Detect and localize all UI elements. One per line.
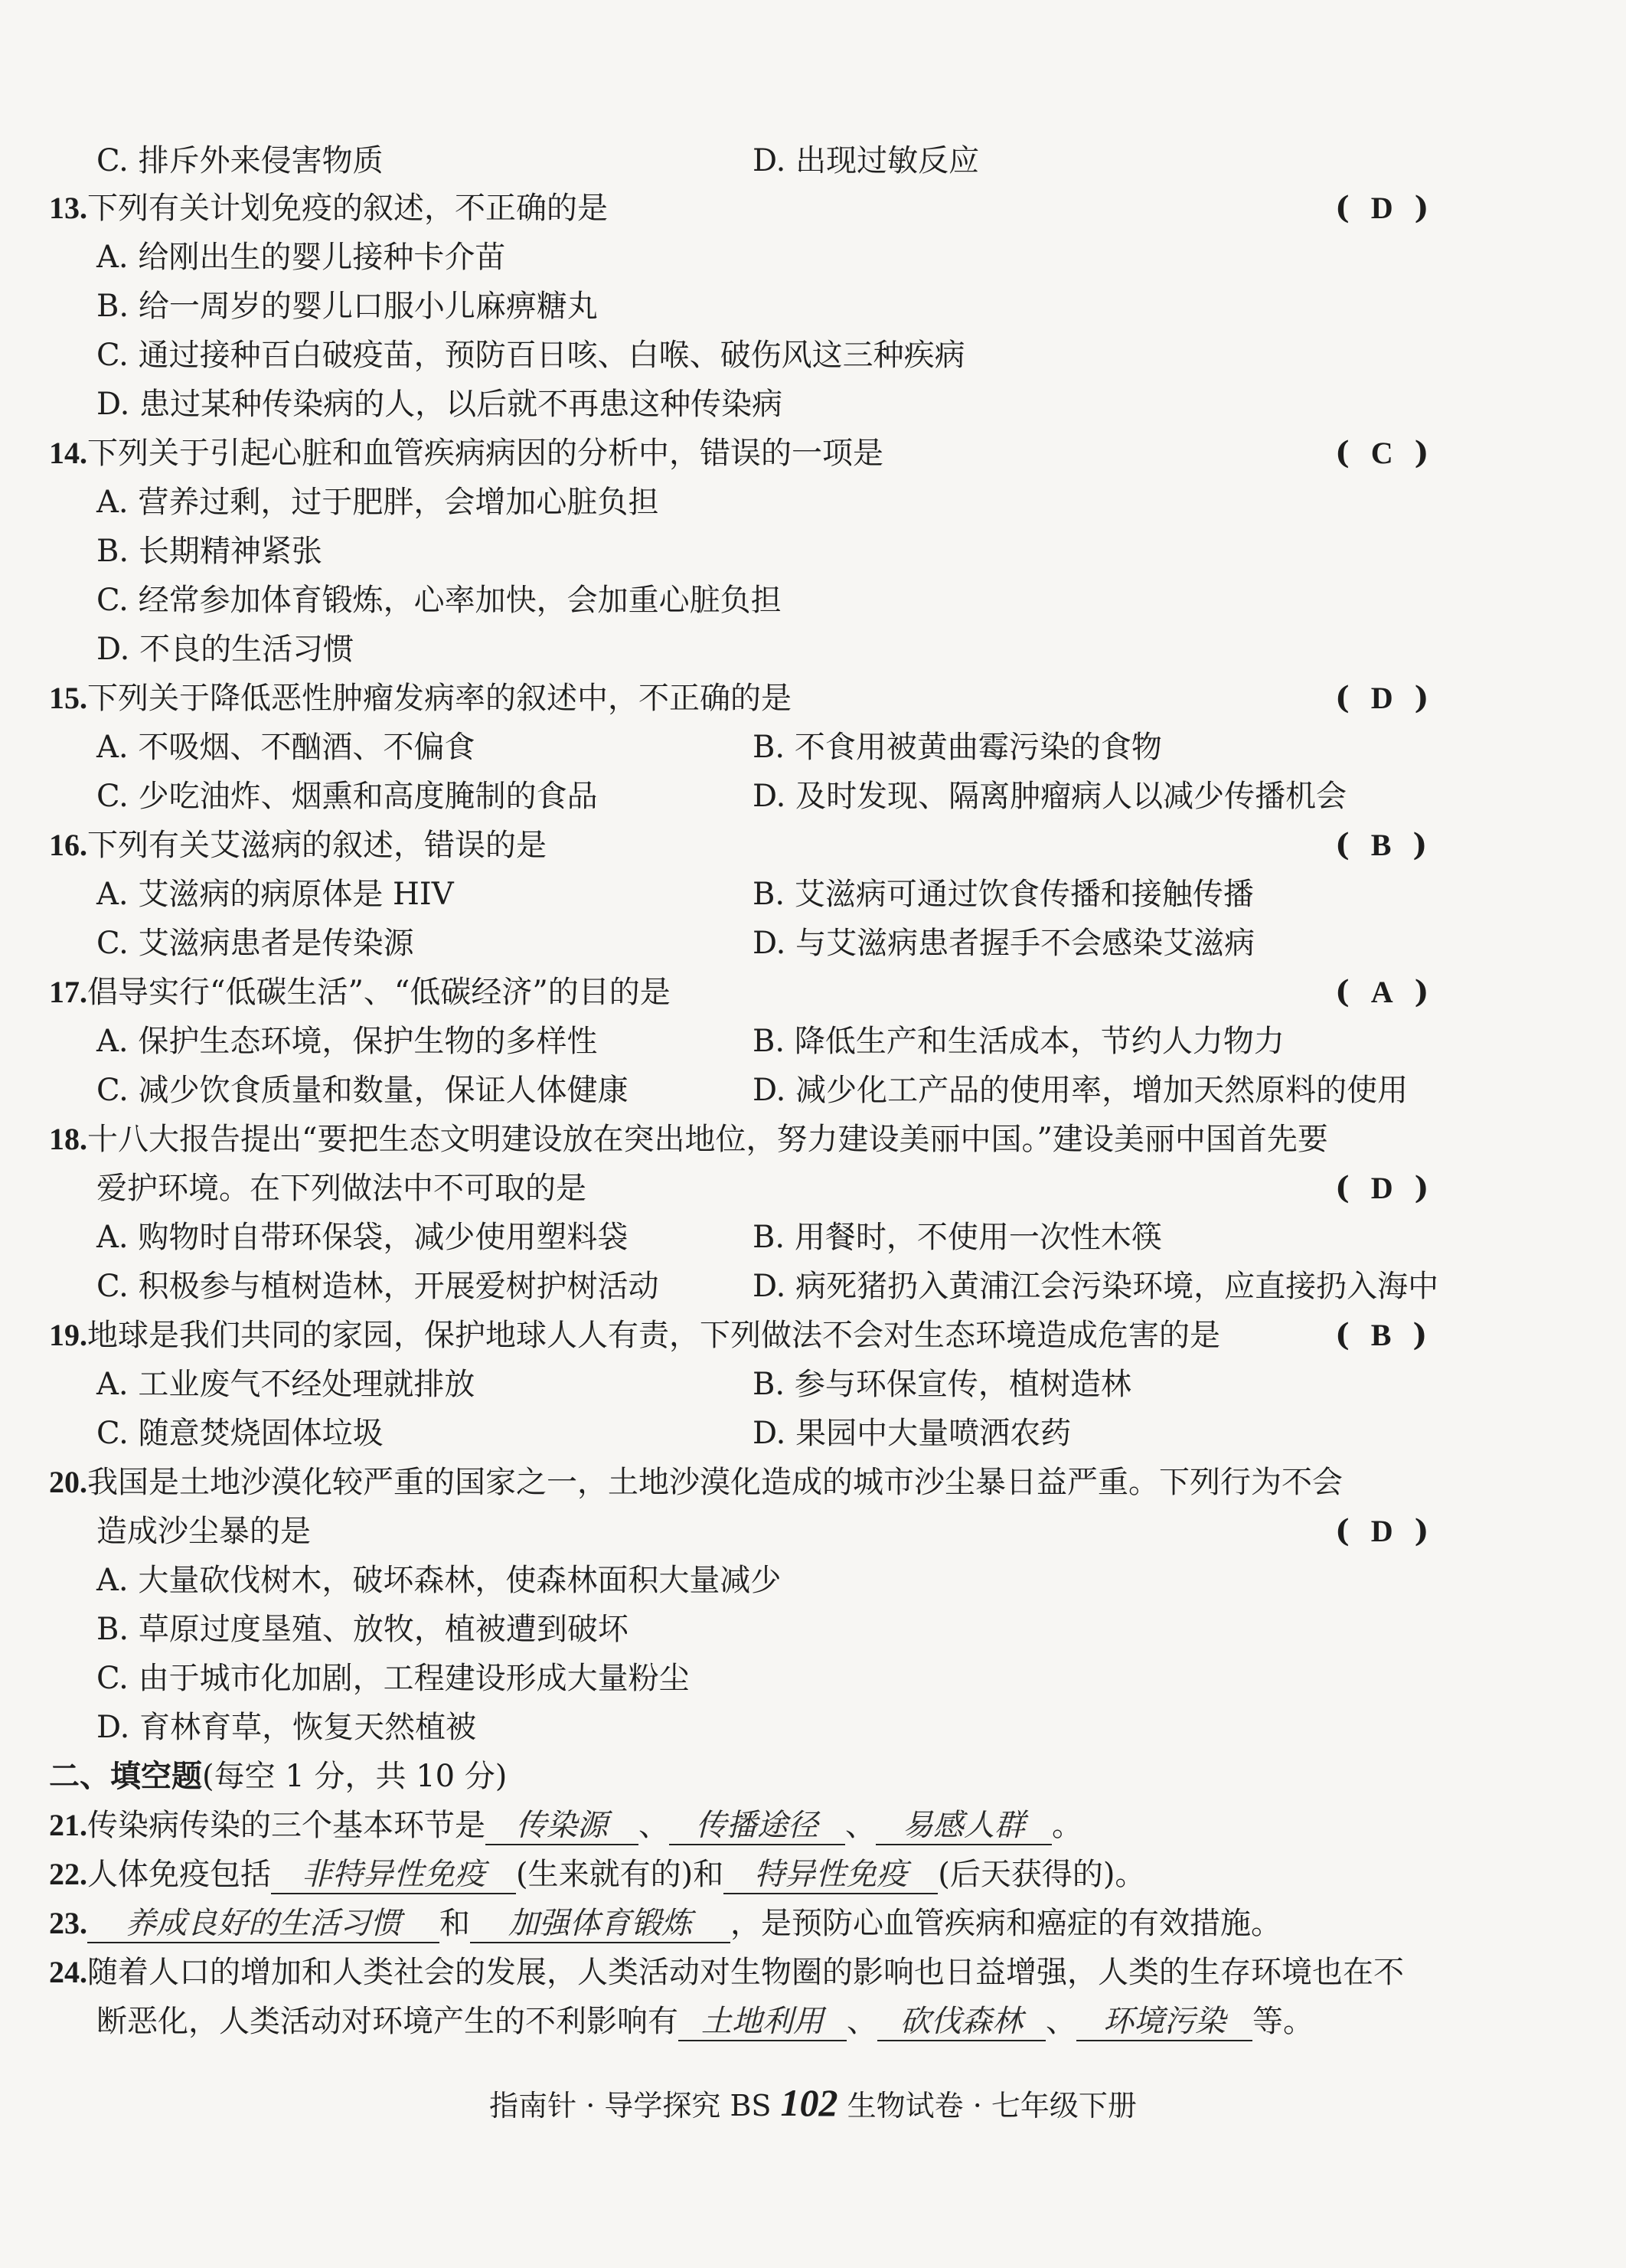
section-heading: 二、填空题: [49, 1758, 202, 1794]
question-19: [49, 1314, 1220, 1357]
question-number: 18.: [49, 1122, 87, 1156]
option-d: D. 病死猪扔入黄浦江会污染环境，应直接扔入海中: [753, 1269, 1439, 1304]
question-text: 断恶化，人类活动对环境产生的不利影响有: [96, 2004, 678, 2039]
option-d: D. 不良的生活习惯: [96, 632, 354, 667]
section-note: (每空 1 分，共 10 分): [202, 1759, 508, 1794]
option-d: D. 出现过敏反应: [753, 143, 980, 178]
question-number: 15.: [49, 681, 87, 715]
question-text: (后天获得的)。: [938, 1857, 1146, 1892]
question-text: 等。: [1252, 2004, 1314, 2039]
option-c: C. 积极参与植树造林，开展爱树护树活动: [96, 1269, 659, 1304]
option-c: C. 减少饮食质量和数量，保证人体健康: [96, 1073, 629, 1108]
option-c: C. 经常参加体育锻炼，心率加快，会加重心脏负担: [96, 583, 782, 618]
option-b: B. 草原过度垦殖、放牧，植被遭到破坏: [96, 1612, 629, 1647]
question-text: ，是预防心血管疾病和癌症的有效措施。: [730, 1906, 1282, 1941]
option-a: A. 营养过剩，过于肥胖，会增加心脏负担: [96, 485, 659, 520]
option-d: D. 及时发现、隔离肿瘤病人以减少传播机会: [753, 779, 1347, 814]
answer-blank: 传染源: [485, 1807, 638, 1845]
question-number: 14.: [49, 436, 87, 470]
question-16: [49, 824, 547, 867]
option-a: A. 保护生态环境，保护生物的多样性: [96, 1024, 598, 1059]
question-stem: 倡导实行“低碳生活”、“低碳经济”的目的是: [87, 975, 671, 1010]
answer-blank: 养成良好的生活习惯: [87, 1905, 439, 1943]
footer-left: 指南针 · 导学探究 BS: [489, 2089, 772, 2123]
question-24-cont: [96, 2000, 1314, 2043]
separator: 、: [845, 1808, 876, 1843]
question-20: [49, 1461, 1343, 1504]
question-24: [49, 1951, 1404, 1994]
question-number: 22.: [49, 1857, 87, 1891]
answer-blank: 加强体育锻炼: [470, 1905, 730, 1943]
option-c: C. 艾滋病患者是传染源: [96, 926, 414, 961]
option-a: A. 不吸烟、不酗酒、不偏食: [96, 730, 475, 765]
question-number: 21.: [49, 1808, 87, 1842]
question-number: 17.: [49, 975, 87, 1009]
question-23: [49, 1902, 1282, 1945]
option-c: C. 排斥外来侵害物质: [96, 143, 384, 178]
question-number: 24.: [49, 1955, 87, 1989]
option-b: B. 艾滋病可通过饮食传播和接触传播: [753, 877, 1254, 912]
answer-20: ( D ): [1335, 1513, 1429, 1549]
question-number: 23.: [49, 1906, 87, 1940]
question-stem: 我国是土地沙漠化较严重的国家之一，土地沙漠化造成的城市沙尘暴日益严重。下列行为不会: [87, 1465, 1343, 1500]
question-13: [49, 187, 608, 230]
answer-blank: 砍伐森林: [877, 2003, 1046, 2041]
page-footer: [0, 2080, 1626, 2129]
question-number: 19.: [49, 1318, 87, 1352]
answer-letter: D: [1370, 1514, 1393, 1548]
answer-blank: 环境污染: [1076, 2003, 1252, 2041]
answer-letter: C: [1370, 436, 1393, 470]
option-b: B. 用餐时，不使用一次性木筷: [753, 1220, 1162, 1255]
question-text: 传染病传染的三个基本环节是: [87, 1808, 485, 1843]
answer-blank: 传播途径: [669, 1807, 845, 1845]
question-text: 。: [1052, 1808, 1082, 1843]
answer-blank: 土地利用: [678, 2003, 847, 2041]
answer-letter: B: [1370, 828, 1392, 862]
answer-letter: D: [1370, 1171, 1393, 1205]
question-stem: 随着人口的增加和人类社会的发展，人类活动对生物圈的影响也日益增强，人类的生存环境也在不: [87, 1955, 1404, 1990]
question-stem: 下列关于降低恶性肿瘤发病率的叙述中，不正确的是: [87, 681, 792, 716]
separator: 、: [638, 1808, 669, 1843]
option-c: C. 由于城市化加剧，工程建设形成大量粉尘: [96, 1661, 690, 1696]
option-b: B. 长期精神紧张: [96, 534, 322, 569]
answer-18: ( D ): [1335, 1170, 1429, 1206]
option-b: B. 降低生产和生活成本，节约人力物力: [753, 1024, 1285, 1059]
question-stem: 下列有关艾滋病的叙述，错误的是: [87, 828, 547, 863]
option-c: C. 随意焚烧固体垃圾: [96, 1416, 384, 1451]
option-d: D. 与艾滋病患者握手不会感染艾滋病: [753, 926, 1255, 961]
option-c: C. 通过接种百白破疫苗，预防百日咳、白喉、破伤风这三种疾病: [96, 338, 965, 373]
option-a: A. 工业废气不经处理就排放: [96, 1367, 475, 1402]
question-number: 13.: [49, 191, 87, 225]
question-21: [49, 1804, 1082, 1847]
question-stem-cont: 造成沙尘暴的是: [96, 1514, 311, 1549]
option-a: A. 大量砍伐树木，破坏森林，使森林面积大量减少: [96, 1563, 782, 1598]
option-a: A. 购物时自带环保袋，减少使用塑料袋: [96, 1220, 629, 1255]
option-b: B. 不食用被黄曲霉污染的食物: [753, 730, 1162, 765]
question-text: 人体免疫包括: [87, 1857, 271, 1892]
answer-15: ( D ): [1335, 680, 1429, 716]
question-22: [49, 1853, 1145, 1896]
option-b: B. 参与环保宣传，植树造林: [753, 1367, 1131, 1402]
question-18: [49, 1118, 1328, 1161]
option-d: D. 患过某种传染病的人，以后就不再患这种传染病: [96, 387, 783, 422]
answer-17: ( A ): [1335, 974, 1429, 1010]
separator: 、: [1046, 2004, 1076, 2039]
footer-right: 生物试卷 · 七年级下册: [847, 2089, 1137, 2123]
question-stem: 地球是我们共同的家园，保护地球人人有责，下列做法不会对生态环境造成危害的是: [87, 1318, 1220, 1353]
option-b: B. 给一周岁的婴儿口服小儿麻痹糖丸: [96, 289, 598, 324]
option-c: C. 少吃油炸、烟熏和高度腌制的食品: [96, 779, 598, 814]
question-14: [49, 432, 883, 475]
question-15: [49, 677, 792, 720]
question-stem: 下列关于引起心脏和血管疾病病因的分析中，错误的一项是: [87, 436, 883, 471]
option-a: A. 给刚出生的婴儿接种卡介苗: [96, 240, 506, 275]
answer-blank: 特异性免疫: [723, 1856, 938, 1894]
question-17: [49, 971, 671, 1014]
separator: 、: [847, 2004, 877, 2039]
question-number: 16.: [49, 828, 87, 862]
answer-14: ( C ): [1335, 435, 1429, 471]
question-text: 和: [439, 1906, 470, 1941]
answer-letter: D: [1370, 681, 1393, 715]
question-text: (生来就有的)和: [516, 1857, 724, 1892]
answer-19: ( B ): [1335, 1317, 1428, 1353]
option-a: A. 艾滋病的病原体是 HIV: [96, 877, 454, 912]
option-d: D. 育林育草，恢复天然植被: [96, 1710, 477, 1745]
question-stem: 十八大报告提出“要把生态文明建设放在突出地位，努力建设美丽中国。”建设美丽中国首先要: [87, 1122, 1328, 1157]
section-title: [49, 1755, 507, 1798]
answer-letter: B: [1370, 1318, 1392, 1352]
option-d: D. 果园中大量喷洒农药: [753, 1416, 1072, 1451]
answer-blank: 易感人群: [876, 1807, 1052, 1845]
answer-16: ( B ): [1335, 827, 1428, 863]
answer-13: ( D ): [1335, 190, 1429, 226]
page-number: 102: [780, 2081, 838, 2124]
answer-blank: 非特异性免疫: [271, 1856, 516, 1894]
question-number: 20.: [49, 1465, 87, 1499]
question-stem-cont: 爱护环境。在下列做法中不可取的是: [96, 1171, 586, 1206]
answer-letter: D: [1370, 191, 1393, 225]
answer-letter: A: [1370, 975, 1393, 1009]
option-d: D. 减少化工产品的使用率，增加天然原料的使用: [753, 1073, 1409, 1108]
question-stem: 下列有关计划免疫的叙述，不正确的是: [87, 191, 608, 226]
